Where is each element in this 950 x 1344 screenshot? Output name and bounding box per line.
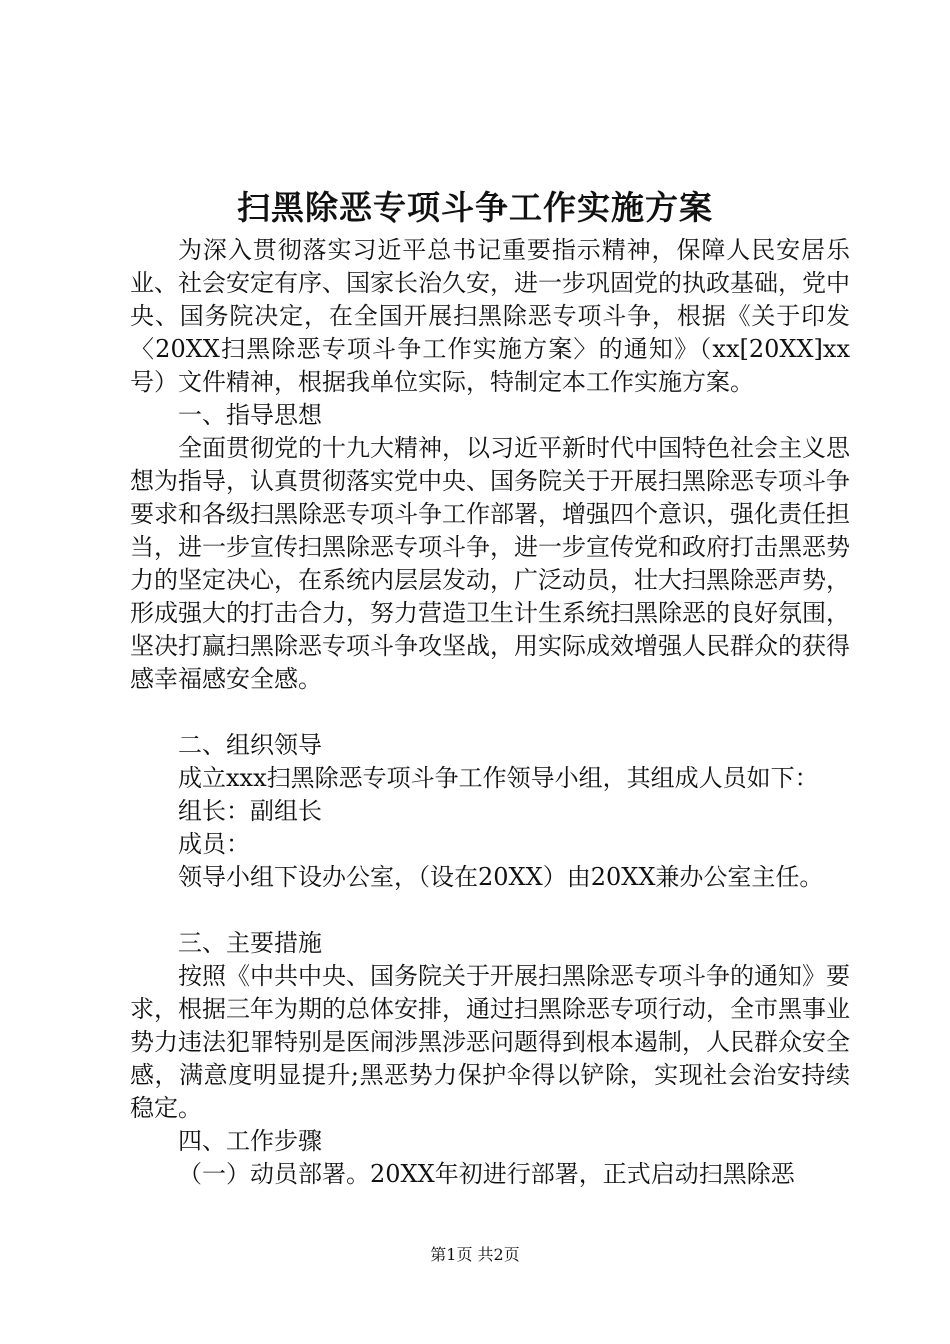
paragraph-spacer [130,894,850,927]
section-heading-guiding-ideology: 一、指导思想 [178,401,322,429]
paragraph-spacer [130,696,850,729]
section-heading-work-steps: 四、工作步骤 [178,1127,322,1155]
members-line: 成员： [178,830,250,858]
guiding-ideology-paragraph: 全面贯彻党的十九大精神，以习近平新时代中国特色社会主义思想为指导，认真贯彻落实党中央、国务院关于开展扫黑除恶专项斗争要求和各级扫黑除恶专项斗争工作部署，增强四个意识，强化责任担当，进一步宣传扫黑除恶专项斗争，进一步宣传党和政府打击黑恶势力的坚定决心，在系统内层层发动，广泛动员，壮大扫黑除恶声势，形成强大的打击合力，努力营造卫生计生系统扫黑除恶的良好氛围，坚决打赢扫黑除恶专项斗争攻坚战，用实际成效增强人民群众的获得感幸福感安全感。 [130,434,850,693]
organization-paragraph: 成立xxx扫黑除恶专项斗争工作领导小组，其组成人员如下： [178,764,819,792]
intro-paragraph: 为深入贯彻落实习近平总书记重要指示精神，保障人民安居乐业、社会安定有序、国家长治久安，进一步巩固党的执政基础，党中央、国务院决定，在全国开展扫黑除恶专项斗争，根据《关于印发〈20XX扫黑除恶专项斗争工作实施方案〉的通知》（xx[20XX]xx号）文件精神，根据我单位实际，特制定本工作实施方案。 [130,236,850,396]
main-measures-paragraph: 按照《中共中央、国务院关于开展扫黑除恶专项斗争的通知》要求，根据三年为期的总体安排，通过扫黑除恶专项行动，全市黑事业势力违法犯罪特别是医闹涉黑涉恶问题得到根本遏制，人民群众安全感，满意度明显提升;黑恶势力保护伞得以铲除，实现社会治安持续稳定。 [130,962,850,1122]
section-heading-main-measures: 三、主要措施 [178,929,322,957]
page-footer: 第1页 共2页 [430,1245,520,1264]
office-line: 领导小组下设办公室，（设在20XX）由20XX兼办公室主任。 [178,863,824,891]
document-title: 扫黑除恶专项斗争工作实施方案 [237,188,713,227]
document-body [130,234,850,1191]
leader-line: 组长：副组长 [178,797,322,825]
work-step-1-paragraph: （一）动员部署。20XX年初进行部署，正式启动扫黑除恶 [178,1160,795,1188]
section-heading-organization: 二、组织领导 [178,731,322,759]
